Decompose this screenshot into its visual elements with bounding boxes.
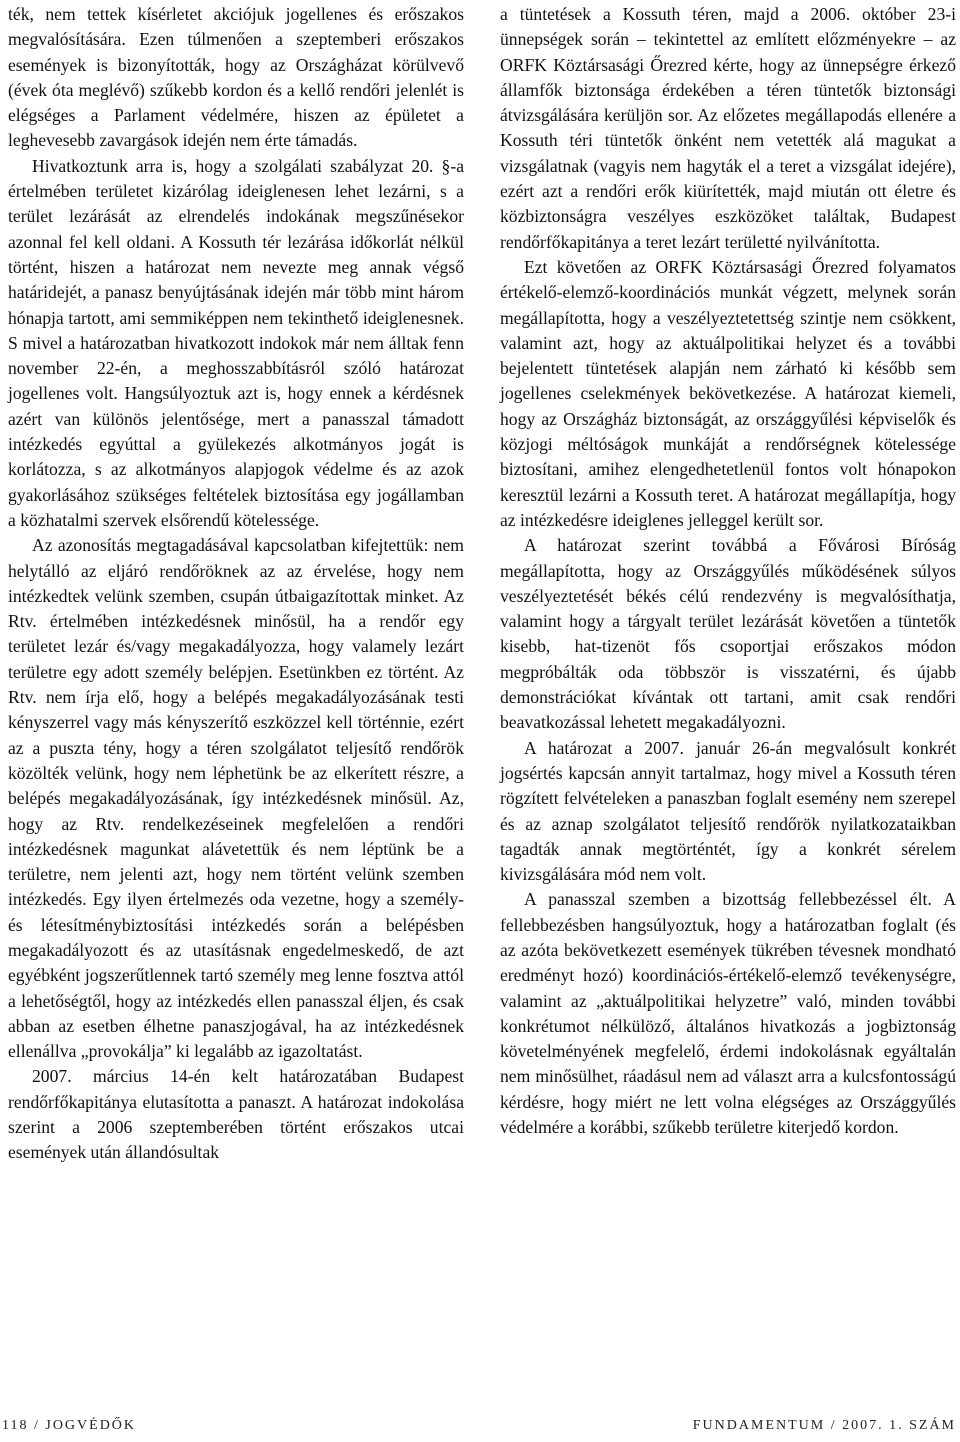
paragraph: A határozat szerint továbbá a Fővárosi Bíróság megállapította, hogy az Országgyűlés működésének súlyos veszélyeztetését békés célú rendezvény is megvalósíthatja, valamint hogy a tárgyalt terület lezárását követően a tüntetők kisebb, hat-tizenöt fős csoportjai erőszakos módon megpróbálták oda többször is visszatérni, és újabb demonstrációkat kívántak ott tartani, amit csak rendőri beavatkozással lehetett megakadályozni.	[500, 535, 956, 733]
journal-issue: FUNDAMENTUM / 2007. 1. SZÁM	[692, 1418, 956, 1433]
paragraph: Ezt követően az ORFK Köztársasági Őrezred folyamatos értékelő-elemző-koordinációs munkát végzett, melynek során megállapította, hogy a veszélyeztetettség szintje nem csökkent, valamint azt, hogy az aktuálpolitikai helyzet és a további bejelentett tüntetések alapján nem zárható ki később sem jogellenes cselekmények bekövetkezése. A határozat kiemeli, hogy az Országház biztonságát, az országgyűlési képviselők és közjogi méltóságok munkáját a rendőrségnek kötelessége biztosítani, amihez elengedhetetlenül fontos volt hónapokon keresztül lezárni a Kossuth teret. A határozat megállapítja, hogy az intézkedésre ideiglenes jelleggel került sor.	[500, 256, 956, 530]
paragraph: A panasszal szemben a bizottság fellebbezéssel élt. A fellebbezésben hangsúlyoztuk, hogy a határozatban foglalt (és az azóta bekövetkezett események tükrében tévesnek mondható eredményt hozó) koordinációs-értékelő-elemző tevékenységre, valamint az „aktuálpolitikai helyzetre” való, minden további konkrétumot nélkülöző, általános hivatkozás a jogbiztonság követelményének megfelelő, érdemi indokolásnak egyáltalán nem minősülhet, ráadásul nem ad választ arra a kulcsfontosságú kérdésre, hogy miért ne lett volna elégséges az Országgyűlés védelmére a korábbi, szűkebb területre kiterjedő kordon.	[500, 889, 956, 1138]
paragraph: Hivatkoztunk arra is, hogy a szolgálati szabályzat 20. §-a értelmében területet kizárólag ideiglenesen lehet lezárni, s a terület lezárását az elrendelés indokának megszűnésekor azonnal fel kell oldani. A Kossuth tér lezárása időkorlát nélkül történt, hiszen a határozat nem nevezte meg annak végső határidejét, a panasz benyújtásának idején már több mint három hónapja tartott, ami semmiképpen nem tekinthető ideiglenesnek. S mivel a határozatban hivatkozott indokok már nem álltak fenn november 22-én, a meghosszabbításról szóló határozat jogellenes volt. Hangsúlyoztuk azt is, hogy ennek a kérdésnek azért van különös jelentősége, mert a panasszal támadott intézkedés egyúttal a gyülekezés alkotmányos jogát is korlátozza, s az alkotmányos alapjogok védelme és az azok gyakorlásához szükséges feltételek biztosítása egy jogállamban a közhatalmi szervek elsőrendű kötelessége.	[8, 155, 464, 530]
page-footer	[0, 1418, 960, 1438]
page-number-section: 118 / JOGVÉDŐK	[2, 1418, 137, 1433]
left-text-column	[8, 2, 464, 1166]
paragraph: Az azonosítás megtagadásával kapcsolatban kifejtettük: nem helytálló az eljáró rendőröknek az az érvelése, hogy nem intézkedtek velünk szemben, csupán útbaigazítottak minket. Az Rtv. értelmében intézkedésnek minősül, ha a rendőr egy területet lezár és/vagy megakadályozza, hogy valamely lezárt területre egy adott személy belépjen. Esetünkben ez történt. Az Rtv. nem írja elő, hogy a belépés megakadályozásának testi kényszerrel vagy más kényszerítő eszközzel kell történnie, ezért az a puszta tény, hogy a téren szolgálatot teljesítő rendőrök közölték velünk, hogy nem léphetünk be az elkerített részre, a belépés megakadályozásának, így intézkedésnek minősül. Az, hogy az Rtv. rendelkezéseinek megfelelően a rendőri intézkedésnek magunkat alávetettük és nem léptünk be a területre, nem jelenti azt, hogy nem történt velünk szemben intézkedés. Egy ilyen értelmezés oda vezetne, hogy a személy- és létesítménybiztosítási intézkedés során a belépésben megakadályozott és az utasításnak engedelmeskedő, de azt egyébként jogszerűtlennek tartó személy meg lenne fosztva attól a lehetőségtől, hogy az intézkedés ellen panasszal éljen, és csak abban az esetben élhetne panaszjogával, ha az intézkedésnek ellenállva „provokálja” ki legalább az igazoltatást.	[8, 535, 464, 1062]
paragraph: 2007. március 14-én kelt határozatában Budapest rendőrfőkapitánya elutasította a panaszt. A határozat indokolása szerint a 2006 szeptemberében történt erőszakos utcai események után állandósultak	[8, 1066, 464, 1163]
paragraph: A határozat a 2007. január 26-án megvalósult konkrét jogsértés kapcsán annyit tartalmaz, hogy mivel a Kossuth téren rögzített felvételeken a panaszban foglalt esemény nem szerepel és az aznap szolgálatot teljesítő rendőrök nyilatkozataikban tagadták annak megtörténtét, így a konkrét sérelem kivizsgálására mód nem volt.	[500, 737, 956, 885]
paragraph: a tüntetések a Kossuth téren, majd a 2006. október 23-i ünnepségek során – tekintettel az említett előzményekre – az ORFK Köztársasági Őrezred kérte, hogy az ünnepségre érkező államfők biztonsága érdekében a téren tüntetők biztonsági átvizsgálására kerüljön sor. Az előzetes megállapodás ellenére a Kossuth téri tüntetők önként nem vetették alá magukat a vizsgálatnak (vagyis nem hagyták el a teret a vizsgálat idejére), ezért azt a rendőri erők kiürítették, majd miután ott életre és közbiztonságra veszélyes eszközöket találtak, Budapest rendőrfőkapitánya a teret lezárt területté nyilvánította.	[500, 4, 956, 252]
paragraph: ték, nem tettek kísérletet akciójuk jogellenes és erőszakos megvalósítására. Ezen túlmenően a szeptemberi erőszakos események is bizonyították, hogy az Országházat körülvevő (évek óta meglévő) szűkebb kordon és a kellő rendőri jelenlét is elégséges a Parlament védelmére, hiszen az épületet a leghevesebb zavargások idején nem érte támadás.	[8, 4, 464, 151]
right-text-column	[500, 2, 956, 1140]
